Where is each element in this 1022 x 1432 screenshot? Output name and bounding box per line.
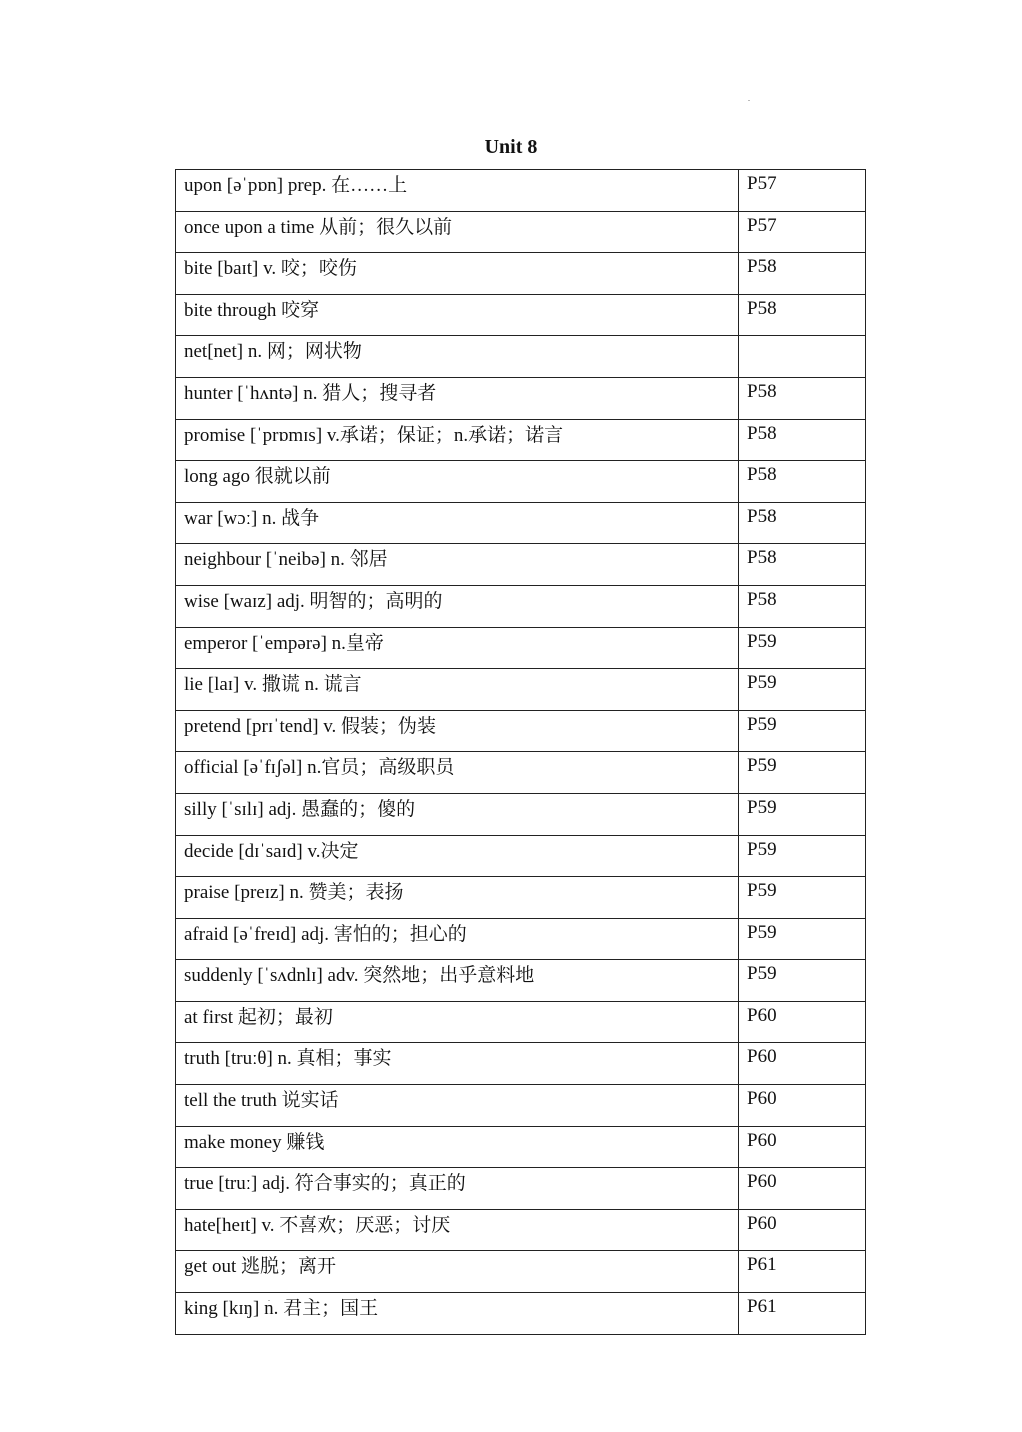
table-row	[176, 294, 866, 336]
vocab-entry: praise [preɪz] n. 赞美；表扬	[176, 877, 739, 919]
vocab-entry: silly [ˈsɪlɪ] adj. 愚蠢的；傻的	[176, 793, 739, 835]
table-row	[176, 877, 866, 919]
vocab-entry: wise [waɪz] adj. 明智的；高明的	[176, 585, 739, 627]
vocab-entry: afraid [əˈfreɪd] adj. 害怕的；担心的	[176, 918, 739, 960]
table-row	[176, 1293, 866, 1335]
page-reference: P59	[739, 960, 866, 1002]
page-reference: P60	[739, 1001, 866, 1043]
page-reference: P59	[739, 710, 866, 752]
page-reference: P59	[739, 627, 866, 669]
page-reference: P59	[739, 669, 866, 711]
table-row	[176, 336, 866, 378]
vocab-entry: pretend [prɪˈtend] v. 假装；伪装	[176, 710, 739, 752]
table-row	[176, 253, 866, 295]
page-reference: P59	[739, 918, 866, 960]
vocabulary-table	[175, 169, 866, 1335]
vocab-entry: once upon a time 从前；很久以前	[176, 211, 739, 253]
page-reference: P60	[739, 1085, 866, 1127]
vocab-entry: at first 起初；最初	[176, 1001, 739, 1043]
table-row	[176, 627, 866, 669]
vocab-entry: tell the truth 说实话	[176, 1085, 739, 1127]
stray-mark-top	[748, 100, 750, 101]
vocab-entry: suddenly [ˈsʌdnlɪ] adv. 突然地；出乎意料地	[176, 960, 739, 1002]
page-reference: P57	[739, 211, 866, 253]
vocab-entry: official [əˈfɪʃəl] n.官员；高级职员	[176, 752, 739, 794]
vocab-entry: upon [əˈpɒn] prep. 在……上	[176, 170, 739, 212]
page-reference: P58	[739, 585, 866, 627]
table-row	[176, 1251, 866, 1293]
vocab-entry: hate[heɪt] v. 不喜欢；厌恶；讨厌	[176, 1209, 739, 1251]
page-reference: P59	[739, 793, 866, 835]
vocab-entry: neighbour [ˈneibə] n. 邻居	[176, 544, 739, 586]
vocabulary-table-body	[176, 170, 866, 1335]
page-reference: P58	[739, 253, 866, 295]
table-row	[176, 461, 866, 503]
table-row	[176, 585, 866, 627]
table-row	[176, 1168, 866, 1210]
page-reference: P58	[739, 294, 866, 336]
page-reference: P60	[739, 1043, 866, 1085]
table-row	[176, 1043, 866, 1085]
page-reference: P60	[739, 1168, 866, 1210]
vocab-entry: lie [laɪ] v. 撒谎 n. 谎言	[176, 669, 739, 711]
page-reference: P58	[739, 419, 866, 461]
vocab-entry: make money 赚钱	[176, 1126, 739, 1168]
page-reference: P61	[739, 1293, 866, 1335]
vocab-entry: king [kɪŋ] n. 君主；国王	[176, 1293, 739, 1335]
vocab-entry: bite [baɪt] v. 咬；咬伤	[176, 253, 739, 295]
table-row	[176, 502, 866, 544]
page-reference: P59	[739, 835, 866, 877]
table-row	[176, 1126, 866, 1168]
page-reference: P58	[739, 377, 866, 419]
vocab-entry: truth [truːθ] n. 真相；事实	[176, 1043, 739, 1085]
table-row	[176, 793, 866, 835]
table-row	[176, 835, 866, 877]
table-row	[176, 211, 866, 253]
vocab-entry: long ago 很就以前	[176, 461, 739, 503]
page-reference: P59	[739, 752, 866, 794]
page-reference	[739, 336, 866, 378]
table-row	[176, 710, 866, 752]
vocab-entry: emperor [ˈempərə] n.皇帝	[176, 627, 739, 669]
table-row	[176, 544, 866, 586]
table-row	[176, 918, 866, 960]
page-reference: P59	[739, 877, 866, 919]
table-row	[176, 377, 866, 419]
table-row	[176, 1001, 866, 1043]
table-row	[176, 170, 866, 212]
vocab-entry: war [wɔː] n. 战争	[176, 502, 739, 544]
vocab-entry: get out 逃脱；离开	[176, 1251, 739, 1293]
vocab-entry: hunter [ˈhʌntə] n. 猎人；搜寻者	[176, 377, 739, 419]
table-row	[176, 1209, 866, 1251]
page-reference: P60	[739, 1126, 866, 1168]
table-row	[176, 419, 866, 461]
vocab-entry: promise [ˈprɒmɪs] v.承诺；保证；n.承诺；诺言	[176, 419, 739, 461]
page-reference: P58	[739, 461, 866, 503]
vocab-entry: bite through 咬穿	[176, 294, 739, 336]
table-row	[176, 752, 866, 794]
page-reference: P57	[739, 170, 866, 212]
page-reference: P60	[739, 1209, 866, 1251]
vocab-entry: decide [dɪˈsaɪd] v.决定	[176, 835, 739, 877]
table-row	[176, 669, 866, 711]
page-reference: P58	[739, 544, 866, 586]
vocab-entry: true [truː] adj. 符合事实的；真正的	[176, 1168, 739, 1210]
vocab-entry: net[net] n. 网；网状物	[176, 336, 739, 378]
page-reference: P61	[739, 1251, 866, 1293]
table-row	[176, 960, 866, 1002]
table-row	[176, 1085, 866, 1127]
page-title: Unit 8	[484, 136, 538, 158]
page-reference: P58	[739, 502, 866, 544]
